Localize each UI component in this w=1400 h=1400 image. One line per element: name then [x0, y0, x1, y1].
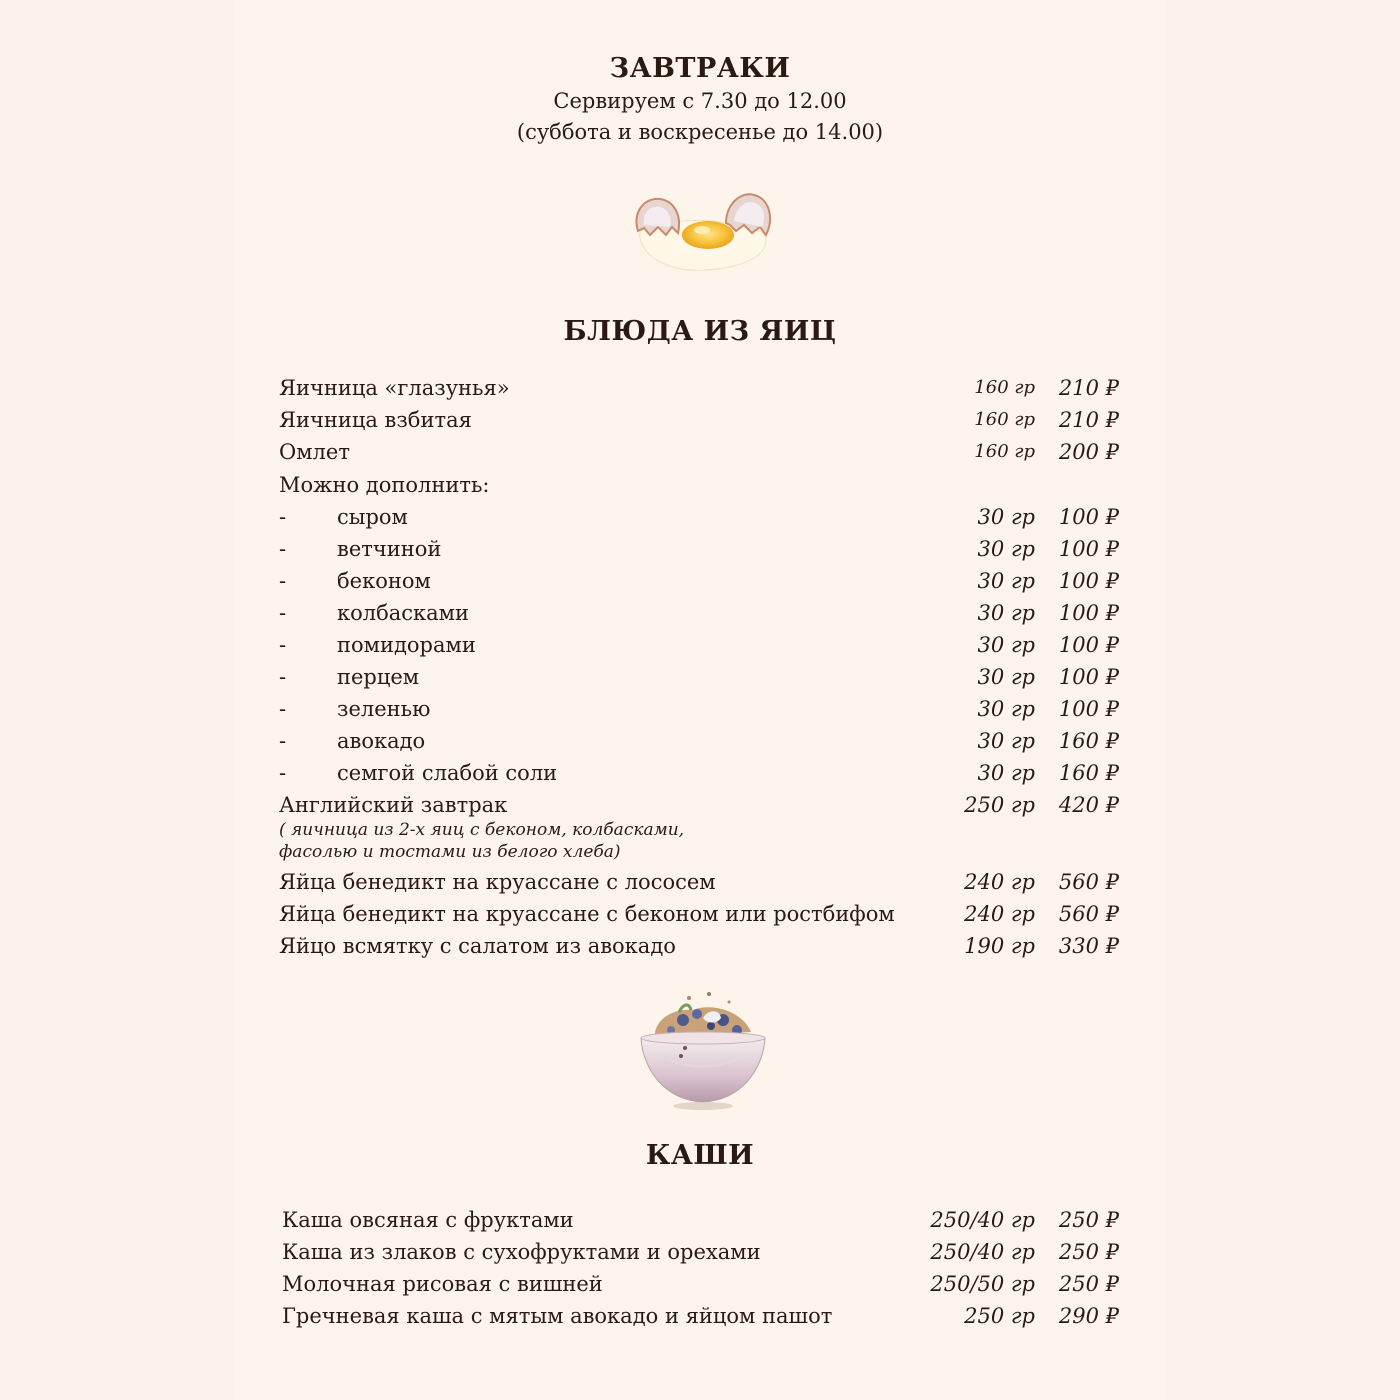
item-weight: 160 гр — [974, 441, 1035, 462]
addon-weight: 30 гр — [977, 505, 1035, 529]
addon-item — [279, 725, 1119, 757]
item-price: 330 ₽ — [1058, 934, 1119, 958]
list-dash: - — [279, 505, 287, 529]
description-line: ( яичница из 2-х яиц с беконом, колбасками, — [279, 820, 685, 840]
item-weight: 250/50 гр — [930, 1272, 1035, 1296]
item-name: Омлет — [279, 440, 350, 464]
menu-item — [282, 1268, 1119, 1300]
item-price: 560 ₽ — [1058, 870, 1119, 894]
item-weight: 250/40 гр — [930, 1208, 1035, 1232]
item-price: 250 ₽ — [1058, 1240, 1119, 1264]
item-price: 250 ₽ — [1058, 1208, 1119, 1232]
addon-weight: 30 гр — [977, 729, 1035, 753]
list-dash: - — [279, 761, 287, 785]
item-weight: 160 гр — [974, 409, 1035, 430]
item-price: 250 ₽ — [1058, 1272, 1119, 1296]
item-price: 560 ₽ — [1058, 902, 1119, 926]
addon-weight: 30 гр — [977, 761, 1035, 785]
addon-item — [279, 629, 1119, 661]
addon-price: 100 ₽ — [1058, 505, 1119, 529]
addon-item — [279, 597, 1119, 629]
item-name: Молочная рисовая с вишней — [282, 1272, 603, 1296]
addon-item — [279, 565, 1119, 597]
item-description — [279, 819, 684, 863]
addons-label: Можно дополнить: — [279, 473, 490, 497]
addon-weight: 30 гр — [977, 633, 1035, 657]
item-name: Гречневая каша с мятым авокадо и яйцом пашот — [282, 1304, 833, 1328]
addon-item — [279, 501, 1119, 533]
weekend-hours: (суббота и воскресенье до 14.00) — [516, 120, 884, 144]
addon-name: зеленью — [337, 697, 431, 721]
eggs-section-title: БЛЮДА ИЗ ЯИЦ — [563, 316, 837, 347]
addon-name: помидорами — [337, 633, 476, 657]
addon-price: 100 ₽ — [1058, 665, 1119, 689]
addons-label-row — [279, 469, 1119, 501]
addon-item — [279, 533, 1119, 565]
item-name: Каша из злаков с сухофруктами и орехами — [282, 1240, 761, 1264]
menu-item — [279, 930, 1119, 962]
item-price: 210 ₽ — [1058, 408, 1119, 432]
menu-item — [279, 866, 1119, 898]
addon-price: 160 ₽ — [1058, 729, 1119, 753]
item-price: 290 ₽ — [1058, 1304, 1119, 1328]
addon-name: семгой слабой соли — [337, 761, 558, 785]
list-dash: - — [279, 569, 287, 593]
item-name: Каша овсяная с фруктами — [282, 1208, 574, 1232]
list-dash: - — [279, 537, 287, 561]
menu-item-english-breakfast — [279, 789, 1119, 821]
menu-item — [279, 404, 1119, 436]
addon-price: 100 ₽ — [1058, 697, 1119, 721]
menu-header — [235, 52, 1165, 148]
addon-price: 100 ₽ — [1058, 601, 1119, 625]
addon-name: авокадо — [337, 729, 426, 753]
item-weight: 240 гр — [964, 870, 1035, 894]
item-name: Яичница «глазунья» — [279, 376, 510, 400]
list-dash: - — [279, 665, 287, 689]
item-name: Яичница взбитая — [279, 408, 472, 432]
addon-name: сыром — [337, 505, 408, 529]
addon-weight: 30 гр — [977, 665, 1035, 689]
list-dash: - — [279, 697, 287, 721]
item-weight: 190 гр — [964, 934, 1035, 958]
menu-item — [282, 1300, 1119, 1332]
addon-item — [279, 661, 1119, 693]
item-price: 200 ₽ — [1058, 440, 1119, 464]
addon-price: 100 ₽ — [1058, 633, 1119, 657]
addon-name: перцем — [337, 665, 420, 689]
item-name: Английский завтрак — [279, 793, 508, 817]
menu-item — [282, 1236, 1119, 1268]
addon-price: 160 ₽ — [1058, 761, 1119, 785]
porridge-section-title: КАШИ — [645, 1140, 755, 1171]
addon-weight: 30 гр — [977, 601, 1035, 625]
item-price: 420 ₽ — [1058, 793, 1119, 817]
addon-weight: 30 гр — [977, 569, 1035, 593]
addon-name: беконом — [337, 569, 431, 593]
page-title: ЗАВТРАКИ — [609, 53, 791, 84]
item-name: Яйца бенедикт на круассане с лососем — [279, 870, 716, 894]
menu-item — [279, 436, 1119, 468]
addon-weight: 30 гр — [977, 697, 1035, 721]
item-weight: 250 гр — [964, 793, 1035, 817]
serving-hours: Сервируем с 7.30 до 12.00 — [553, 89, 847, 113]
item-name: Яйцо всмятку с салатом из авокадо — [279, 934, 676, 958]
addon-price: 100 ₽ — [1058, 569, 1119, 593]
list-dash: - — [279, 633, 287, 657]
item-weight: 250 гр — [964, 1304, 1035, 1328]
item-weight: 160 гр — [974, 377, 1035, 398]
menu-item — [282, 1204, 1119, 1236]
item-price: 210 ₽ — [1058, 376, 1119, 400]
list-dash: - — [279, 729, 287, 753]
menu-item — [279, 372, 1119, 404]
description-line: фасолью и тостами из белого хлеба) — [279, 842, 621, 862]
addon-weight: 30 гр — [977, 537, 1035, 561]
addon-name: колбасками — [337, 601, 470, 625]
item-weight: 250/40 гр — [930, 1240, 1035, 1264]
addon-item — [279, 757, 1119, 789]
menu-item — [279, 898, 1119, 930]
cracked-egg-illustration — [630, 183, 780, 278]
addon-name: ветчиной — [337, 537, 442, 561]
porridge-bowl-illustration — [633, 990, 773, 1120]
addon-item — [279, 693, 1119, 725]
item-name: Яйца бенедикт на круассане с беконом или ростбифом — [279, 902, 895, 926]
addon-price: 100 ₽ — [1058, 537, 1119, 561]
menu-page — [235, 0, 1165, 1400]
item-weight: 240 гр — [964, 902, 1035, 926]
list-dash: - — [279, 601, 287, 625]
